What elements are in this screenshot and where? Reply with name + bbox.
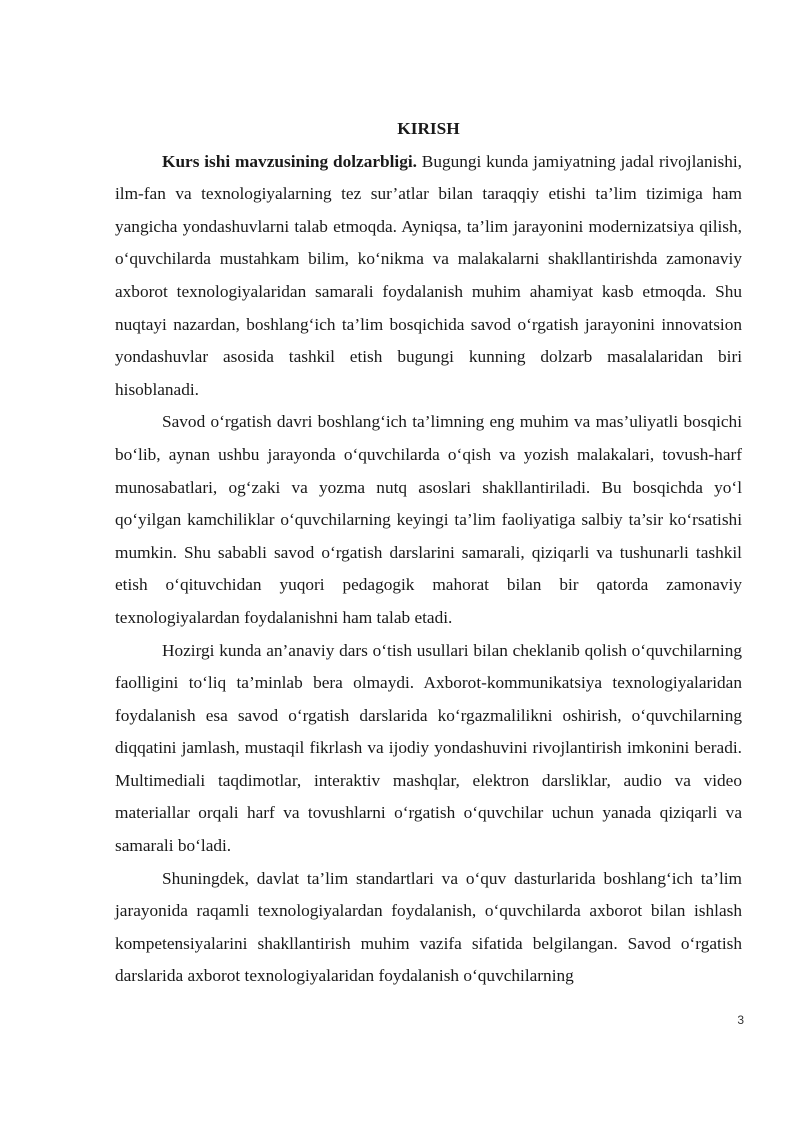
paragraph-literacy-period: Savod o‘rgatish davri boshlang‘ich ta’limning eng muhim va mas’uliyatli bosqichi bo‘lib, aynan ushbu jarayonda o‘quvchilarda o‘qish va yozish malakalari, tovush-harf munosabatlari, og‘zaki va yozma nutq asoslari shakllantiriladi. Bu bosqichda yo‘l qo‘yilgan kamchiliklar o‘quvchilarning keyingi ta’lim faoliyatiga salbiy ta’sir ko‘rsatishi mumkin. Shu sababli savod o‘rgatish darslarini samarali, qiziqarli va tushunarli tashkil etish o‘qituvchidan yuqori pedagogik mahorat bilan bir qatorda zamonaviy texnologiyalardan foydalanishni ham talab etadi.	[115, 412, 742, 627]
document-body	[115, 113, 742, 993]
section-heading: KIRISH	[397, 119, 460, 138]
page-number: 3	[737, 1013, 744, 1027]
paragraph-text: Bugungi kunda jamiyatning jadal rivojlanishi, ilm-fan va texnologiyalarning tez sur’atlar bilan taraqqiy etishi ta’lim tizimiga ham yangicha yondashuvlarni talab etmoqda. Ayniqsa, ta’lim jarayonini modernizatsiya qilish, o‘quvchilarda mustahkam bilim, ko‘nikma va malakalarni shakllantirishda zamonaviy axborot texnologiyalaridan samarali foydalanish muhim ahamiyat kasb etmoqda. Shu nuqtayi nazardan, boshlang‘ich ta’lim bosqichida savod o‘rgatish jarayonini innovatsion yondashuvlar asosida tashkil etish bugungi kunning dolzarb masalalaridan biri hisoblanadi.	[115, 151, 742, 399]
paragraph-relevance	[115, 146, 742, 407]
paragraph-lead: Kurs ishi mavzusining dolzarbligi.	[162, 151, 417, 171]
paragraph-traditional-methods: Hozirgi kunda an’anaviy dars o‘tish usullari bilan cheklanib qolish o‘quvchilarning faolligini to‘liq ta’minlab bera olmaydi. Axborot-kommunikatsiya texnologiyalaridan foydalanish esa savod o‘rgatish darslarida ko‘rgazmalilikni oshirish, o‘quvchilarning diqqatini jamlash, mustaqil fikrlash va ijodiy yondashuvini rivojlantirish imkonini beradi. Multimediali taqdimotlar, interaktiv mashqlar, elektron darsliklar, audio va video materiallar orqali harf va tovushlarni o‘rgatish o‘quvchilar uchun yanada qiziqarli va samarali bo‘ladi.	[115, 640, 742, 856]
paragraph-standards: Shuningdek, davlat ta’lim standartlari va o‘quv dasturlarida boshlang‘ich ta’lim jarayonida raqamli texnologiyalardan foydalanish, o‘quvchilarda axborot bilan ishlash kompetensiyalarini shakllantirish muhim vazifa sifatida belgilangan. Savod o‘rgatish darslarida axborot texnologiyalaridan foydalanish o‘quvchilarning	[115, 868, 742, 986]
